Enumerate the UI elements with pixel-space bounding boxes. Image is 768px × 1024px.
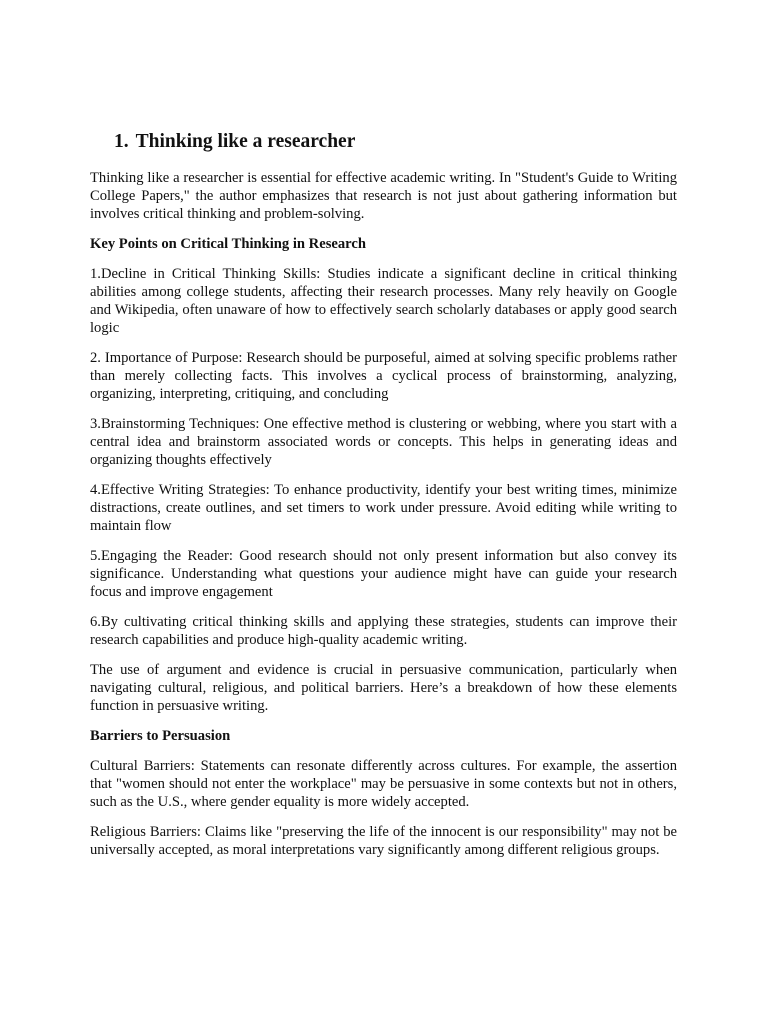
point-3-paragraph: 3.Brainstorming Techniques: One effective method is clustering or webbing, where you start with a central idea and brainstorm associated words or concepts. This helps in generating ideas and organizing thoughts effectively: [90, 416, 677, 468]
key-points-heading: Key Points on Critical Thinking in Research: [90, 236, 366, 252]
document-page: [90, 128, 677, 871]
argument-paragraph: The use of argument and evidence is crucial in persuasive communication, particularly when navigating cultural, religious, and political barriers. Here’s a breakdown of how these elements function in persuasive writing.: [90, 662, 677, 714]
cultural-barriers-paragraph: Cultural Barriers: Statements can resonate differently across cultures. For example, the assertion that "women should not enter the workplace" may be persuasive in some contexts but not in others, such as the U.S., where gender equality is more widely accepted.: [90, 758, 677, 810]
religious-barriers-paragraph: Religious Barriers: Claims like "preserving the life of the innocent is our responsibility" may not be universally accepted, as moral interpretations vary significantly among different religious groups.: [90, 824, 677, 858]
section-title: Thinking like a researcher: [135, 131, 356, 152]
section-number: 1.: [114, 131, 129, 152]
point-5-paragraph: 5.Engaging the Reader: Good research should not only present information but also convey its significance. Understanding what questions your audience might have can guide your research focus and improve engagement: [90, 548, 677, 600]
section-heading: [114, 128, 677, 156]
point-2-paragraph: 2. Importance of Purpose: Research should be purposeful, aimed at solving specific problems rather than merely collecting facts. This involves a cyclical process of brainstorming, analyzing, organizing, interpreting, critiquing, and concluding: [90, 350, 677, 402]
point-4-paragraph: 4.Effective Writing Strategies: To enhance productivity, identify your best writing times, minimize distractions, create outlines, and set timers to work under pressure. Avoid editing while writing to maintain flow: [90, 482, 677, 534]
barriers-heading: Barriers to Persuasion: [90, 728, 231, 744]
point-6-paragraph: 6.By cultivating critical thinking skills and applying these strategies, students can improve their research capabilities and produce high-quality academic writing.: [90, 614, 677, 648]
point-1-paragraph: 1.Decline in Critical Thinking Skills: Studies indicate a significant decline in critical thinking abilities among college students, affecting their research processes. Many rely heavily on Google and Wikipedia, often unaware of how to effectively search scholarly databases or apply good search logic: [90, 266, 677, 336]
intro-paragraph: Thinking like a researcher is essential for effective academic writing. In "Student's Guide to Writing College Papers," the author emphasizes that research is not just about gathering information but involves critical thinking and problem-solving.: [90, 170, 677, 222]
